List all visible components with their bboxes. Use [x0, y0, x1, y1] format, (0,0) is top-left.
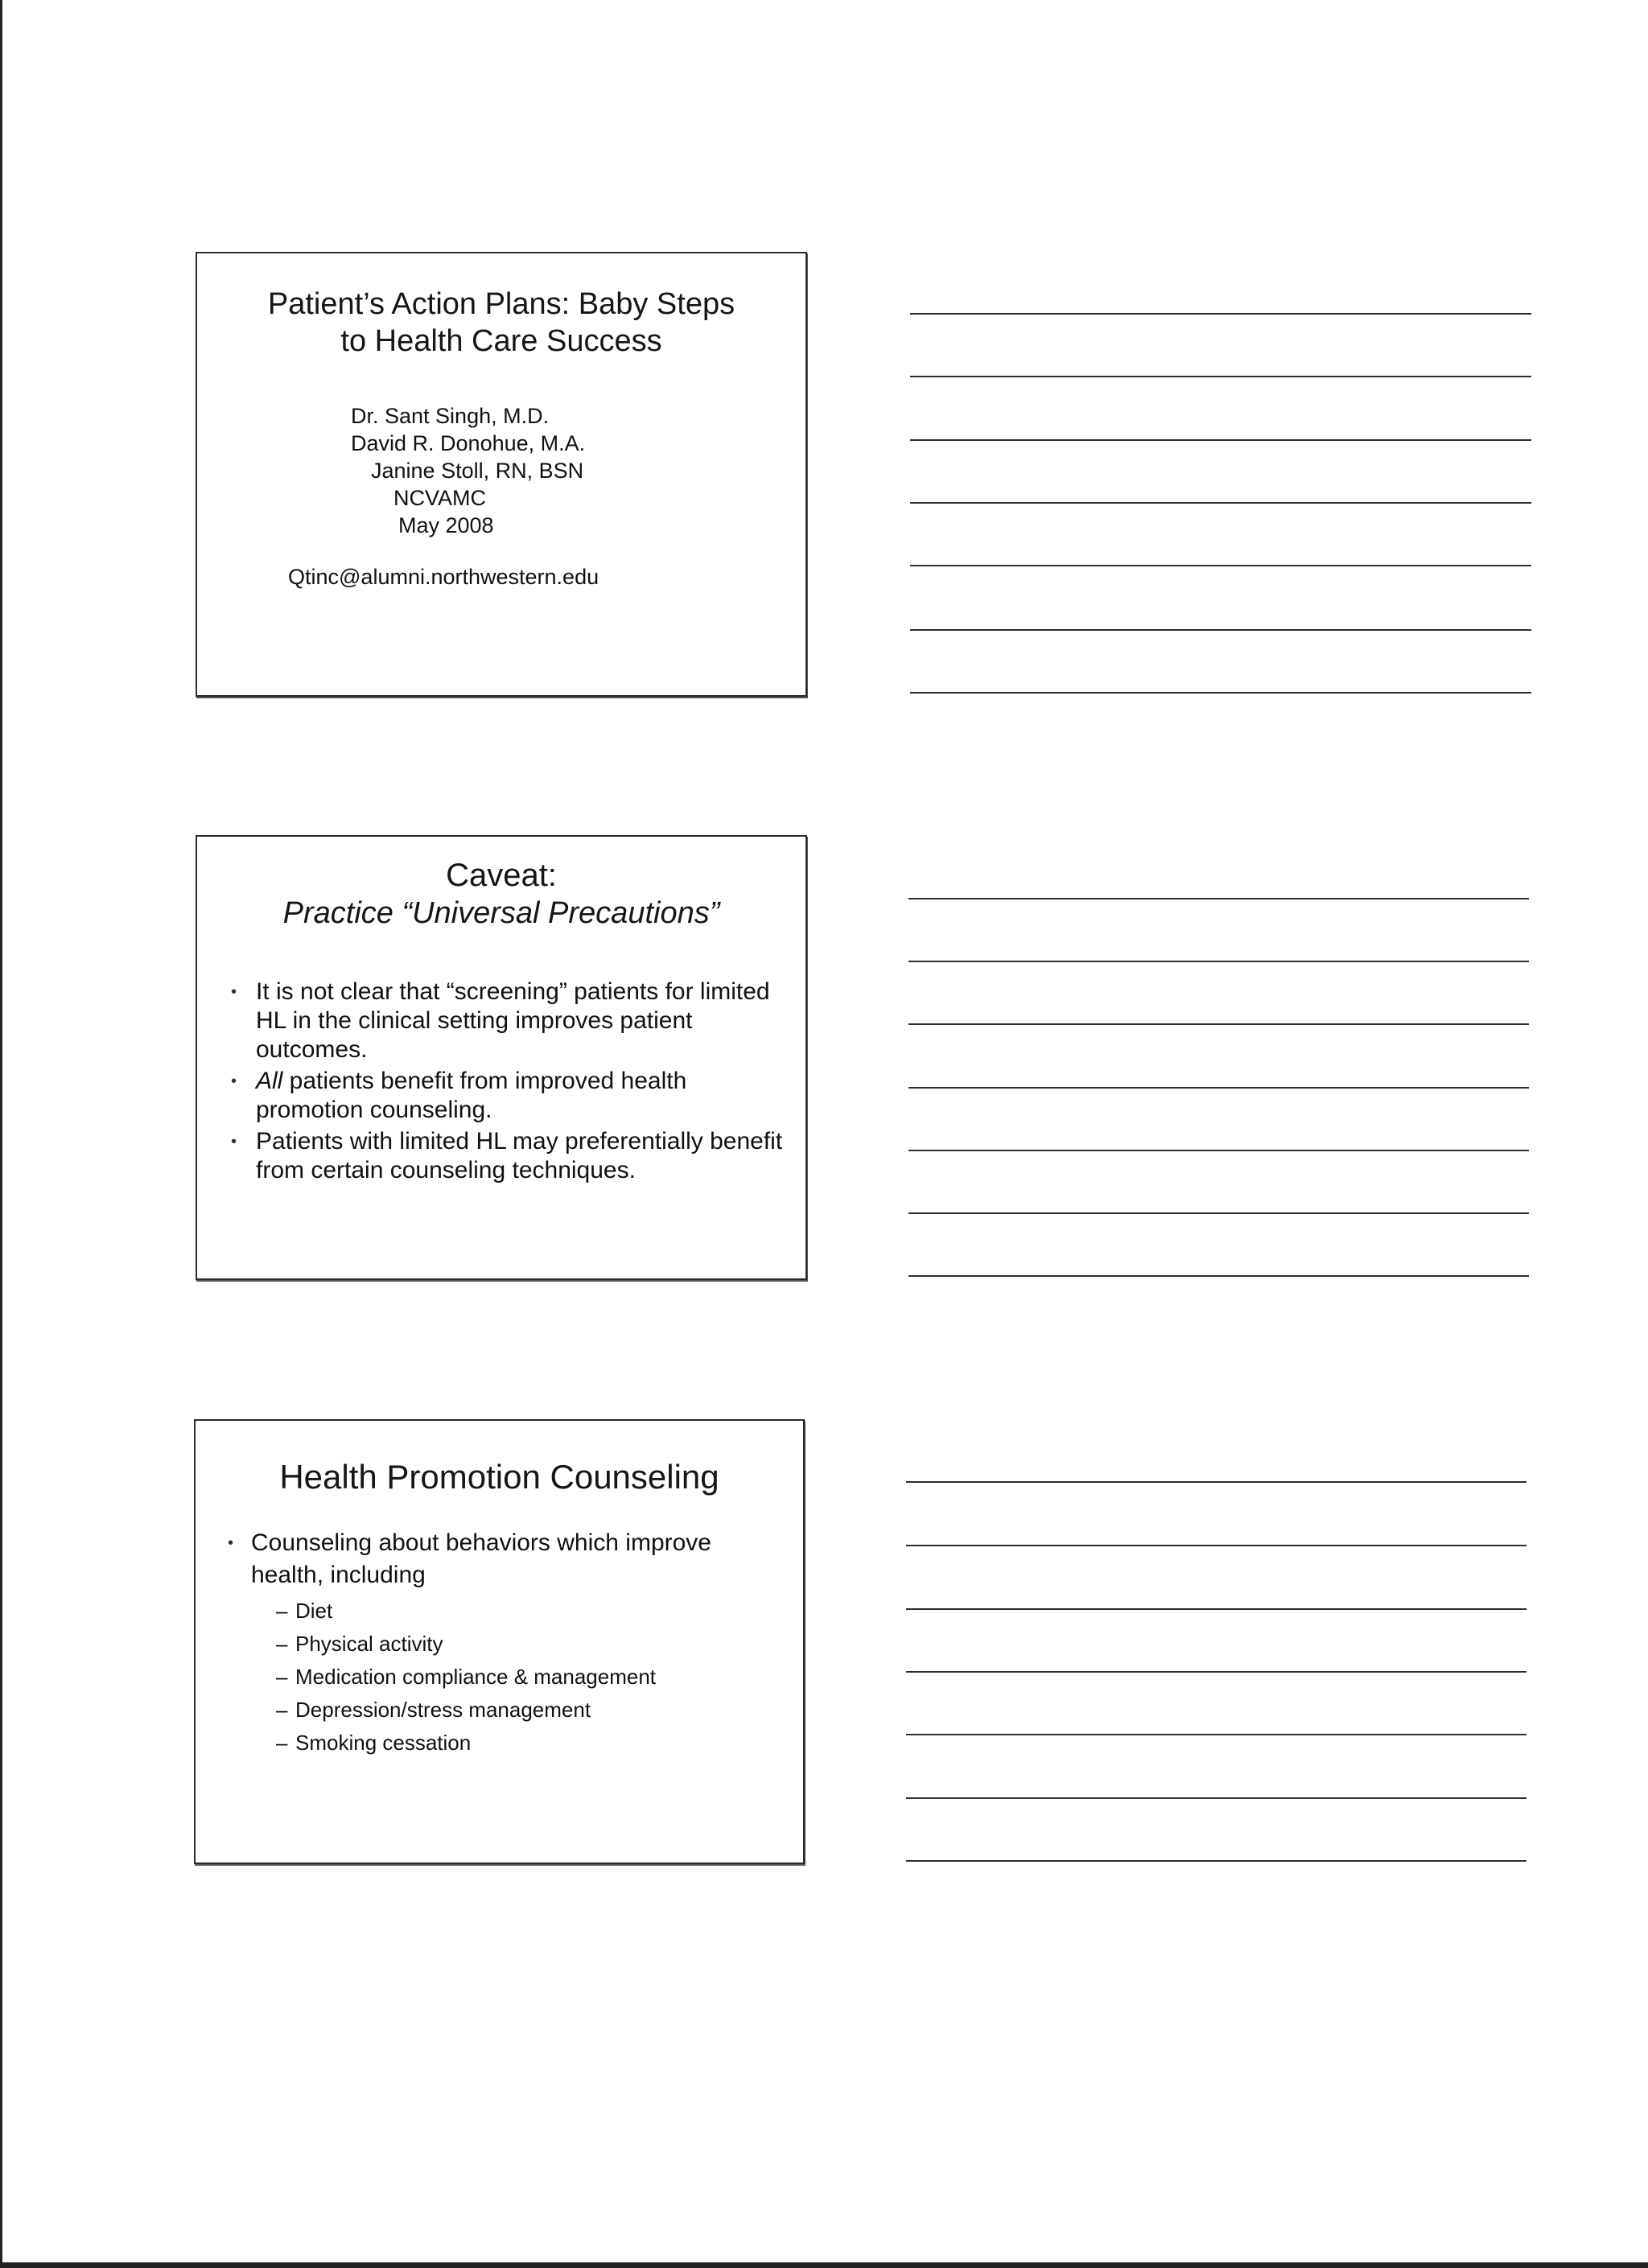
- dash-marker: –: [276, 1698, 288, 1722]
- slide-title-slide: [196, 252, 807, 697]
- dash-marker: –: [276, 1599, 288, 1623]
- author-line: David R. Donohue, M.A.: [351, 431, 586, 455]
- sub-bullet-text: Diet: [295, 1599, 333, 1623]
- notes-line: [910, 502, 1531, 504]
- sub-bullet-item: [276, 1628, 789, 1661]
- slide-title: [197, 286, 805, 360]
- slide-title-line: to Health Care Success: [340, 324, 662, 358]
- notes-line: [910, 376, 1531, 377]
- author-line: Janine Stoll, RN, BSN: [371, 459, 584, 483]
- notes-line: [910, 692, 1531, 694]
- dash-marker: –: [276, 1632, 288, 1656]
- notes-line: [908, 1087, 1529, 1089]
- notes-line: [908, 1150, 1529, 1151]
- author-list: [197, 402, 805, 539]
- bullet-emphasis: All: [256, 1068, 283, 1094]
- bullet-text: Patients with limited HL may preferentially benefit from certain counseling techniques.: [256, 1128, 783, 1183]
- sub-bullet-list: [251, 1595, 789, 1760]
- author-line: Dr. Sant Singh, M.D.: [351, 404, 550, 428]
- notes-line: [908, 1275, 1529, 1277]
- notes-line: [910, 565, 1531, 566]
- contact-email: Qtinc@alumni.northwestern.edu: [288, 565, 599, 589]
- slide-health-promotion: [194, 1419, 805, 1864]
- sub-bullet-text: Smoking cessation: [295, 1731, 472, 1755]
- scan-edge-left: [0, 0, 2, 2268]
- organization-line: NCVAMC: [393, 486, 487, 510]
- date-line: May 2008: [398, 513, 494, 537]
- bullet-item: [229, 978, 785, 1064]
- bullet-text: Counseling about behaviors which improve health, including: [251, 1529, 711, 1588]
- bullet-marker: •: [231, 1133, 237, 1150]
- notes-line: [908, 1212, 1529, 1214]
- notes-line: [906, 1481, 1526, 1483]
- bullet-item: [229, 1067, 785, 1125]
- sub-bullet-text: Medication compliance & management: [295, 1665, 657, 1689]
- bullet-marker: •: [228, 1534, 234, 1552]
- scan-edge-bottom: [0, 2262, 1648, 2268]
- sub-bullet-text: Depression/stress management: [295, 1698, 591, 1722]
- slide-title: Caveat:: [446, 858, 557, 893]
- sub-bullet-item: [276, 1727, 789, 1760]
- bullet-text: patients benefit from improved health promotion counseling.: [256, 1068, 687, 1123]
- slide-subtitle: Practice “Universal Precautions”: [282, 896, 720, 930]
- slide-title-line: Patient’s Action Plans: Baby Steps: [267, 287, 735, 321]
- bullet-marker: •: [231, 1072, 237, 1090]
- bullet-text: It is not clear that “screening” patients for limited HL in the clinical setting improves patient outcomes.: [256, 978, 770, 1063]
- sub-bullet-text: Physical activity: [295, 1632, 443, 1656]
- dash-marker: –: [276, 1731, 288, 1755]
- bullet-item: [229, 1127, 785, 1185]
- slide-title: Health Promotion Counseling: [279, 1458, 719, 1496]
- bullet-list: [226, 1527, 789, 1760]
- notes-line: [906, 1734, 1526, 1735]
- notes-line: [906, 1797, 1526, 1799]
- bullet-item: [226, 1527, 789, 1760]
- bullet-marker: •: [231, 983, 237, 1001]
- notes-line: [910, 629, 1531, 631]
- notes-line: [906, 1860, 1526, 1862]
- notes-line: [910, 313, 1531, 315]
- notes-line: [910, 439, 1531, 441]
- sub-bullet-item: [276, 1661, 789, 1694]
- notes-line: [906, 1608, 1526, 1610]
- notes-line: [908, 961, 1529, 962]
- sub-bullet-item: [276, 1694, 789, 1727]
- dash-marker: –: [276, 1665, 288, 1689]
- notes-line: [906, 1545, 1526, 1546]
- notes-line: [908, 1023, 1529, 1025]
- sub-bullet-item: [276, 1595, 789, 1628]
- notes-line: [906, 1671, 1526, 1673]
- notes-line: [908, 898, 1529, 899]
- bullet-list: [229, 978, 785, 1188]
- slide-caveat: [196, 835, 807, 1280]
